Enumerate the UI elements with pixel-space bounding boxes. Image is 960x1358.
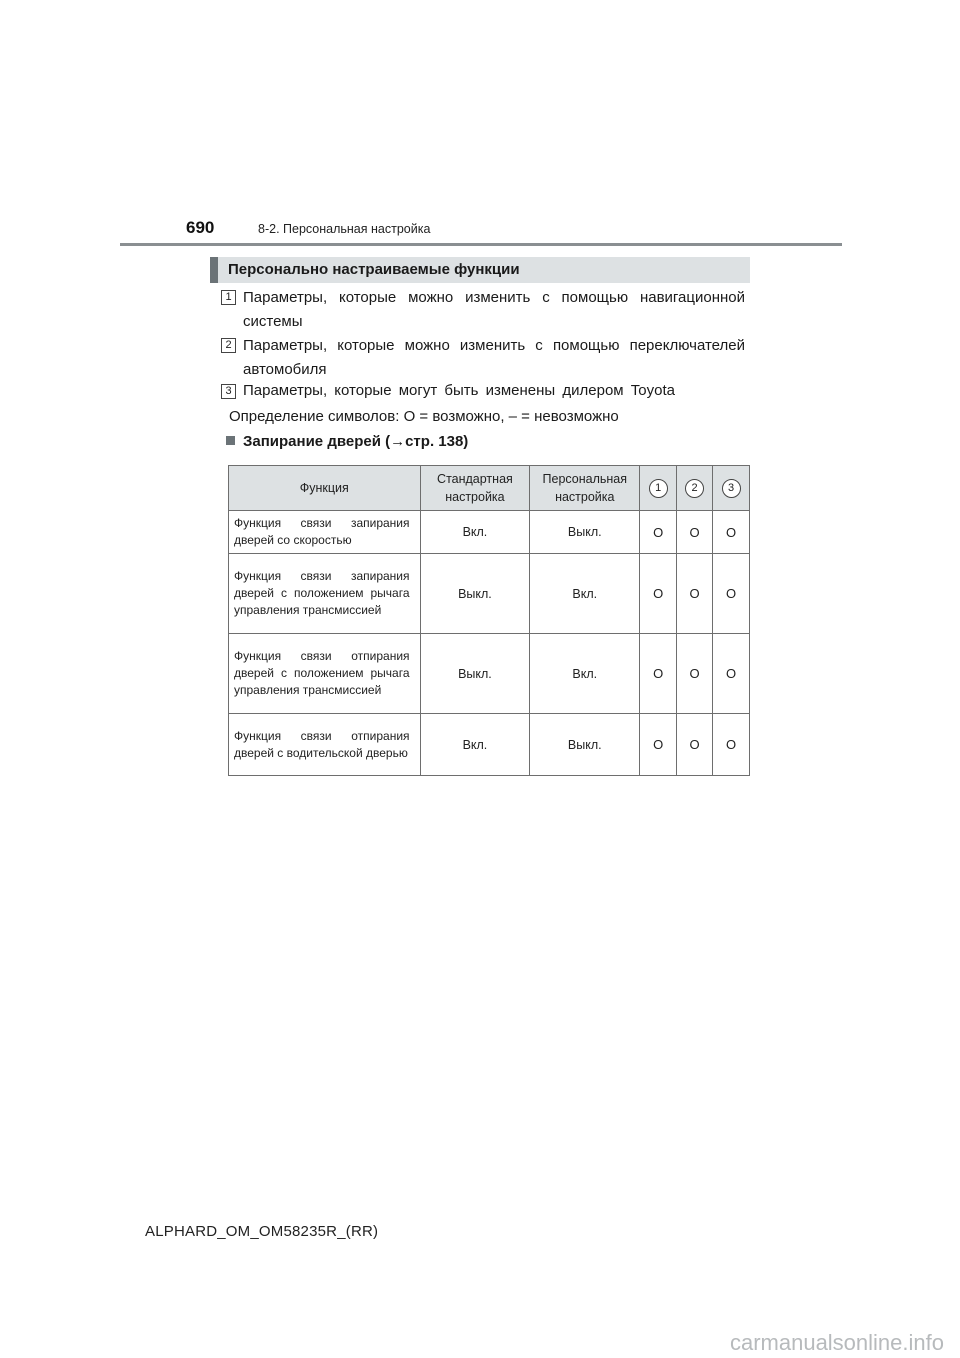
circled-number-1: 1 [649,479,668,498]
column-header-method-3 [713,466,750,511]
method-3-cell: O [713,714,750,776]
document-code-footer: ALPHARD_OM_OM58235R_(RR) [145,1223,379,1240]
method-1-cell: O [640,511,677,554]
column-header-custom: Персональная настройка [530,466,640,511]
method-2-cell: O [677,714,713,776]
param-number-box: 1 [221,290,236,305]
method-2-cell: O [677,511,713,554]
function-cell: Функция связи отпирания дверей с положением рычага управления трансмиссией [229,634,421,714]
param-description: Параметры, которые можно изменить с помощью переключателей автомобиля [243,337,745,378]
function-cell: Функция связи отпирания дверей с водительской дверью [229,714,421,776]
watermark: carmanualsonline.info [729,1330,944,1355]
function-cell: Функция связи запирания дверей с положением рычага управления трансмиссией [229,554,421,634]
param-number-box: 3 [221,384,236,399]
default-value-cell: Выкл. [420,554,530,634]
circled-number-2: 2 [685,479,704,498]
default-value-cell: Вкл. [420,511,530,554]
custom-value-cell: Вкл. [530,634,640,714]
method-3-cell: O [713,634,750,714]
method-1-cell: O [640,714,677,776]
param-description: Параметры, которые можно изменить с помощью навигационной системы [243,289,745,330]
section-header: 8-2. Персональная настройка [258,222,431,236]
table-row [229,554,750,634]
column-header-method-2 [677,466,713,511]
subsection-title-text: Запирание дверей (→стр. 138) [243,433,469,450]
circled-number-3: 3 [722,479,741,498]
bullet-square-icon [226,436,235,445]
method-1-cell: O [640,634,677,714]
page-number: 690 [186,218,215,237]
default-value-cell: Выкл. [420,634,530,714]
default-value-cell: Вкл. [420,714,530,776]
header-divider [120,243,842,246]
settings-table [228,465,750,776]
custom-value-cell: Выкл. [530,714,640,776]
custom-value-cell: Вкл. [530,554,640,634]
table-row [229,634,750,714]
param-number-box: 2 [221,338,236,353]
column-header-method-1 [640,466,677,511]
section-title: Персонально настраиваемые функции [228,261,520,278]
table-header-row [229,466,750,511]
symbol-legend: Определение символов: O = возможно, – = невозможно [229,408,619,425]
column-header-default: Стандартная настройка [420,466,530,511]
section-title-bar [210,257,750,283]
method-1-cell: O [640,554,677,634]
method-2-cell: O [677,554,713,634]
method-3-cell: O [713,554,750,634]
method-2-cell: O [677,634,713,714]
subsection-title [226,433,468,450]
param-description: Параметры, которые могут быть изменены дилером Toyota [243,382,675,399]
custom-value-cell: Выкл. [530,511,640,554]
method-3-cell: O [713,511,750,554]
table-row [229,714,750,776]
function-cell: Функция связи запирания дверей со скоростью [229,511,421,554]
column-header-function: Функция [229,466,421,511]
table-row [229,511,750,554]
